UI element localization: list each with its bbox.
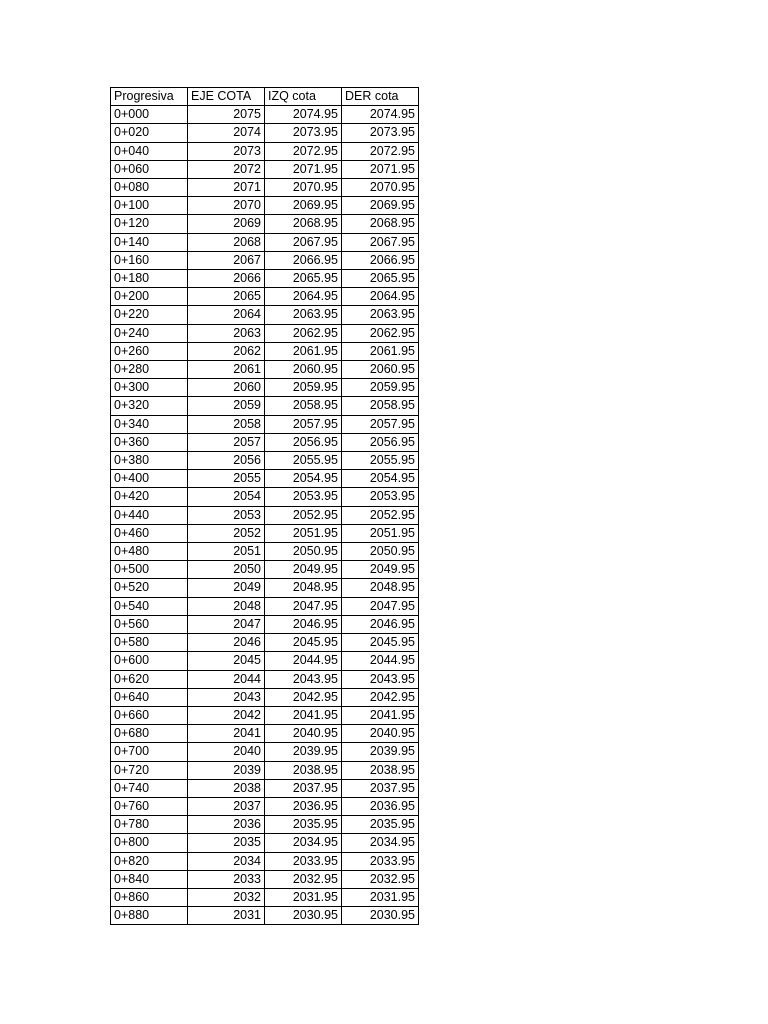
der-cota-cell: 2073.95 bbox=[342, 124, 419, 142]
izq-cota-cell: 2048.95 bbox=[265, 579, 342, 597]
eje-cota-cell: 2046 bbox=[188, 634, 265, 652]
table-row bbox=[111, 397, 419, 415]
table-row bbox=[111, 816, 419, 834]
cota-table bbox=[110, 87, 419, 925]
eje-cota-cell: 2054 bbox=[188, 488, 265, 506]
eje-cota-cell: 2037 bbox=[188, 797, 265, 815]
der-cota-cell: 2042.95 bbox=[342, 688, 419, 706]
der-cota-cell: 2068.95 bbox=[342, 215, 419, 233]
progresiva-cell: 0+140 bbox=[111, 233, 188, 251]
izq-cota-cell: 2042.95 bbox=[265, 688, 342, 706]
table-row bbox=[111, 506, 419, 524]
table-row bbox=[111, 415, 419, 433]
progresiva-cell: 0+500 bbox=[111, 561, 188, 579]
eje-cota-cell: 2032 bbox=[188, 888, 265, 906]
izq-cota-cell: 2064.95 bbox=[265, 288, 342, 306]
eje-cota-cell: 2075 bbox=[188, 106, 265, 124]
der-cota-cell: 2074.95 bbox=[342, 106, 419, 124]
eje-cota-cell: 2031 bbox=[188, 907, 265, 925]
table-row bbox=[111, 324, 419, 342]
progresiva-cell: 0+300 bbox=[111, 379, 188, 397]
progresiva-cell: 0+580 bbox=[111, 634, 188, 652]
table-row bbox=[111, 179, 419, 197]
eje-cota-cell: 2073 bbox=[188, 142, 265, 160]
table-row bbox=[111, 761, 419, 779]
der-cota-cell: 2030.95 bbox=[342, 907, 419, 925]
eje-cota-cell: 2056 bbox=[188, 452, 265, 470]
der-cota-cell: 2054.95 bbox=[342, 470, 419, 488]
izq-cota-cell: 2065.95 bbox=[265, 270, 342, 288]
eje-cota-cell: 2053 bbox=[188, 506, 265, 524]
der-cota-cell: 2047.95 bbox=[342, 597, 419, 615]
der-cota-cell: 2072.95 bbox=[342, 142, 419, 160]
table-row bbox=[111, 688, 419, 706]
izq-cota-cell: 2046.95 bbox=[265, 615, 342, 633]
progresiva-cell: 0+020 bbox=[111, 124, 188, 142]
izq-cota-cell: 2057.95 bbox=[265, 415, 342, 433]
table-row bbox=[111, 907, 419, 925]
izq-cota-cell: 2039.95 bbox=[265, 743, 342, 761]
eje-cota-cell: 2052 bbox=[188, 524, 265, 542]
progresiva-cell: 0+640 bbox=[111, 688, 188, 706]
progresiva-cell: 0+760 bbox=[111, 797, 188, 815]
eje-cota-cell: 2042 bbox=[188, 706, 265, 724]
progresiva-cell: 0+260 bbox=[111, 342, 188, 360]
der-cota-cell: 2034.95 bbox=[342, 834, 419, 852]
header-der-cota: DER cota bbox=[342, 88, 419, 106]
der-cota-cell: 2058.95 bbox=[342, 397, 419, 415]
header-row bbox=[111, 88, 419, 106]
eje-cota-cell: 2049 bbox=[188, 579, 265, 597]
izq-cota-cell: 2054.95 bbox=[265, 470, 342, 488]
der-cota-cell: 2053.95 bbox=[342, 488, 419, 506]
der-cota-cell: 2069.95 bbox=[342, 197, 419, 215]
izq-cota-cell: 2072.95 bbox=[265, 142, 342, 160]
progresiva-cell: 0+480 bbox=[111, 543, 188, 561]
eje-cota-cell: 2038 bbox=[188, 779, 265, 797]
izq-cota-cell: 2045.95 bbox=[265, 634, 342, 652]
progresiva-cell: 0+460 bbox=[111, 524, 188, 542]
table-row bbox=[111, 743, 419, 761]
eje-cota-cell: 2069 bbox=[188, 215, 265, 233]
der-cota-cell: 2040.95 bbox=[342, 725, 419, 743]
eje-cota-cell: 2059 bbox=[188, 397, 265, 415]
der-cota-cell: 2065.95 bbox=[342, 270, 419, 288]
der-cota-cell: 2043.95 bbox=[342, 670, 419, 688]
izq-cota-cell: 2059.95 bbox=[265, 379, 342, 397]
table-row bbox=[111, 597, 419, 615]
table-row bbox=[111, 706, 419, 724]
izq-cota-cell: 2061.95 bbox=[265, 342, 342, 360]
izq-cota-cell: 2062.95 bbox=[265, 324, 342, 342]
izq-cota-cell: 2030.95 bbox=[265, 907, 342, 925]
progresiva-cell: 0+000 bbox=[111, 106, 188, 124]
der-cota-cell: 2048.95 bbox=[342, 579, 419, 597]
izq-cota-cell: 2031.95 bbox=[265, 888, 342, 906]
table-row bbox=[111, 634, 419, 652]
progresiva-cell: 0+560 bbox=[111, 615, 188, 633]
eje-cota-cell: 2063 bbox=[188, 324, 265, 342]
izq-cota-cell: 2036.95 bbox=[265, 797, 342, 815]
izq-cota-cell: 2051.95 bbox=[265, 524, 342, 542]
progresiva-cell: 0+180 bbox=[111, 270, 188, 288]
izq-cota-cell: 2071.95 bbox=[265, 160, 342, 178]
header-eje-cota: EJE COTA bbox=[188, 88, 265, 106]
izq-cota-cell: 2050.95 bbox=[265, 543, 342, 561]
der-cota-cell: 2056.95 bbox=[342, 433, 419, 451]
eje-cota-cell: 2035 bbox=[188, 834, 265, 852]
izq-cota-cell: 2044.95 bbox=[265, 652, 342, 670]
izq-cota-cell: 2056.95 bbox=[265, 433, 342, 451]
progresiva-cell: 0+540 bbox=[111, 597, 188, 615]
izq-cota-cell: 2066.95 bbox=[265, 251, 342, 269]
izq-cota-cell: 2038.95 bbox=[265, 761, 342, 779]
izq-cota-cell: 2041.95 bbox=[265, 706, 342, 724]
progresiva-cell: 0+600 bbox=[111, 652, 188, 670]
table-row bbox=[111, 779, 419, 797]
izq-cota-cell: 2032.95 bbox=[265, 870, 342, 888]
der-cota-cell: 2067.95 bbox=[342, 233, 419, 251]
eje-cota-cell: 2061 bbox=[188, 361, 265, 379]
progresiva-cell: 0+840 bbox=[111, 870, 188, 888]
der-cota-cell: 2050.95 bbox=[342, 543, 419, 561]
eje-cota-cell: 2062 bbox=[188, 342, 265, 360]
table-row bbox=[111, 870, 419, 888]
der-cota-cell: 2037.95 bbox=[342, 779, 419, 797]
izq-cota-cell: 2034.95 bbox=[265, 834, 342, 852]
der-cota-cell: 2064.95 bbox=[342, 288, 419, 306]
eje-cota-cell: 2074 bbox=[188, 124, 265, 142]
table-row bbox=[111, 160, 419, 178]
progresiva-cell: 0+880 bbox=[111, 907, 188, 925]
progresiva-cell: 0+280 bbox=[111, 361, 188, 379]
izq-cota-cell: 2069.95 bbox=[265, 197, 342, 215]
table-row bbox=[111, 124, 419, 142]
progresiva-cell: 0+800 bbox=[111, 834, 188, 852]
eje-cota-cell: 2045 bbox=[188, 652, 265, 670]
progresiva-cell: 0+380 bbox=[111, 452, 188, 470]
progresiva-cell: 0+320 bbox=[111, 397, 188, 415]
progresiva-cell: 0+680 bbox=[111, 725, 188, 743]
progresiva-cell: 0+740 bbox=[111, 779, 188, 797]
table-row bbox=[111, 306, 419, 324]
table-row bbox=[111, 142, 419, 160]
izq-cota-cell: 2052.95 bbox=[265, 506, 342, 524]
eje-cota-cell: 2066 bbox=[188, 270, 265, 288]
der-cota-cell: 2070.95 bbox=[342, 179, 419, 197]
eje-cota-cell: 2033 bbox=[188, 870, 265, 888]
eje-cota-cell: 2057 bbox=[188, 433, 265, 451]
table-row bbox=[111, 251, 419, 269]
progresiva-cell: 0+620 bbox=[111, 670, 188, 688]
progresiva-cell: 0+400 bbox=[111, 470, 188, 488]
eje-cota-cell: 2034 bbox=[188, 852, 265, 870]
table-row bbox=[111, 452, 419, 470]
der-cota-cell: 2049.95 bbox=[342, 561, 419, 579]
eje-cota-cell: 2050 bbox=[188, 561, 265, 579]
der-cota-cell: 2036.95 bbox=[342, 797, 419, 815]
der-cota-cell: 2063.95 bbox=[342, 306, 419, 324]
izq-cota-cell: 2053.95 bbox=[265, 488, 342, 506]
eje-cota-cell: 2051 bbox=[188, 543, 265, 561]
der-cota-cell: 2052.95 bbox=[342, 506, 419, 524]
progresiva-cell: 0+420 bbox=[111, 488, 188, 506]
eje-cota-cell: 2071 bbox=[188, 179, 265, 197]
der-cota-cell: 2039.95 bbox=[342, 743, 419, 761]
table-row bbox=[111, 579, 419, 597]
eje-cota-cell: 2068 bbox=[188, 233, 265, 251]
header-izq-cota: IZQ cota bbox=[265, 88, 342, 106]
eje-cota-cell: 2041 bbox=[188, 725, 265, 743]
eje-cota-cell: 2070 bbox=[188, 197, 265, 215]
table-row bbox=[111, 233, 419, 251]
progresiva-cell: 0+820 bbox=[111, 852, 188, 870]
izq-cota-cell: 2043.95 bbox=[265, 670, 342, 688]
progresiva-cell: 0+340 bbox=[111, 415, 188, 433]
progresiva-cell: 0+240 bbox=[111, 324, 188, 342]
progresiva-cell: 0+520 bbox=[111, 579, 188, 597]
table-row bbox=[111, 270, 419, 288]
table-row bbox=[111, 288, 419, 306]
der-cota-cell: 2057.95 bbox=[342, 415, 419, 433]
der-cota-cell: 2035.95 bbox=[342, 816, 419, 834]
der-cota-cell: 2031.95 bbox=[342, 888, 419, 906]
eje-cota-cell: 2058 bbox=[188, 415, 265, 433]
der-cota-cell: 2051.95 bbox=[342, 524, 419, 542]
izq-cota-cell: 2060.95 bbox=[265, 361, 342, 379]
der-cota-cell: 2061.95 bbox=[342, 342, 419, 360]
table-row bbox=[111, 852, 419, 870]
progresiva-cell: 0+780 bbox=[111, 816, 188, 834]
eje-cota-cell: 2039 bbox=[188, 761, 265, 779]
table-row bbox=[111, 433, 419, 451]
progresiva-cell: 0+160 bbox=[111, 251, 188, 269]
header-progresiva: Progresiva bbox=[111, 88, 188, 106]
table-row bbox=[111, 652, 419, 670]
eje-cota-cell: 2044 bbox=[188, 670, 265, 688]
table-row bbox=[111, 197, 419, 215]
der-cota-cell: 2038.95 bbox=[342, 761, 419, 779]
izq-cota-cell: 2067.95 bbox=[265, 233, 342, 251]
table-row bbox=[111, 106, 419, 124]
eje-cota-cell: 2040 bbox=[188, 743, 265, 761]
table-row bbox=[111, 543, 419, 561]
der-cota-cell: 2060.95 bbox=[342, 361, 419, 379]
der-cota-cell: 2041.95 bbox=[342, 706, 419, 724]
progresiva-cell: 0+660 bbox=[111, 706, 188, 724]
izq-cota-cell: 2040.95 bbox=[265, 725, 342, 743]
izq-cota-cell: 2070.95 bbox=[265, 179, 342, 197]
progresiva-cell: 0+220 bbox=[111, 306, 188, 324]
izq-cota-cell: 2035.95 bbox=[265, 816, 342, 834]
eje-cota-cell: 2064 bbox=[188, 306, 265, 324]
progresiva-cell: 0+060 bbox=[111, 160, 188, 178]
progresiva-cell: 0+440 bbox=[111, 506, 188, 524]
izq-cota-cell: 2033.95 bbox=[265, 852, 342, 870]
table-row bbox=[111, 888, 419, 906]
progresiva-cell: 0+080 bbox=[111, 179, 188, 197]
der-cota-cell: 2032.95 bbox=[342, 870, 419, 888]
izq-cota-cell: 2047.95 bbox=[265, 597, 342, 615]
progresiva-cell: 0+200 bbox=[111, 288, 188, 306]
table-row bbox=[111, 561, 419, 579]
izq-cota-cell: 2049.95 bbox=[265, 561, 342, 579]
eje-cota-cell: 2060 bbox=[188, 379, 265, 397]
table-body bbox=[111, 106, 419, 925]
progresiva-cell: 0+360 bbox=[111, 433, 188, 451]
izq-cota-cell: 2058.95 bbox=[265, 397, 342, 415]
eje-cota-cell: 2043 bbox=[188, 688, 265, 706]
table-row bbox=[111, 342, 419, 360]
table-row bbox=[111, 215, 419, 233]
der-cota-cell: 2055.95 bbox=[342, 452, 419, 470]
progresiva-cell: 0+860 bbox=[111, 888, 188, 906]
izq-cota-cell: 2074.95 bbox=[265, 106, 342, 124]
progresiva-cell: 0+100 bbox=[111, 197, 188, 215]
table-row bbox=[111, 797, 419, 815]
izq-cota-cell: 2055.95 bbox=[265, 452, 342, 470]
progresiva-cell: 0+720 bbox=[111, 761, 188, 779]
izq-cota-cell: 2073.95 bbox=[265, 124, 342, 142]
table-row bbox=[111, 615, 419, 633]
table-row bbox=[111, 725, 419, 743]
table-row bbox=[111, 834, 419, 852]
table-row bbox=[111, 670, 419, 688]
eje-cota-cell: 2047 bbox=[188, 615, 265, 633]
eje-cota-cell: 2067 bbox=[188, 251, 265, 269]
eje-cota-cell: 2072 bbox=[188, 160, 265, 178]
der-cota-cell: 2062.95 bbox=[342, 324, 419, 342]
eje-cota-cell: 2065 bbox=[188, 288, 265, 306]
der-cota-cell: 2059.95 bbox=[342, 379, 419, 397]
der-cota-cell: 2044.95 bbox=[342, 652, 419, 670]
izq-cota-cell: 2068.95 bbox=[265, 215, 342, 233]
der-cota-cell: 2066.95 bbox=[342, 251, 419, 269]
eje-cota-cell: 2048 bbox=[188, 597, 265, 615]
progresiva-cell: 0+120 bbox=[111, 215, 188, 233]
table-row bbox=[111, 361, 419, 379]
table-row bbox=[111, 470, 419, 488]
izq-cota-cell: 2063.95 bbox=[265, 306, 342, 324]
eje-cota-cell: 2036 bbox=[188, 816, 265, 834]
der-cota-cell: 2045.95 bbox=[342, 634, 419, 652]
table-row bbox=[111, 524, 419, 542]
der-cota-cell: 2033.95 bbox=[342, 852, 419, 870]
table-row bbox=[111, 488, 419, 506]
der-cota-cell: 2071.95 bbox=[342, 160, 419, 178]
der-cota-cell: 2046.95 bbox=[342, 615, 419, 633]
eje-cota-cell: 2055 bbox=[188, 470, 265, 488]
progresiva-cell: 0+700 bbox=[111, 743, 188, 761]
izq-cota-cell: 2037.95 bbox=[265, 779, 342, 797]
table-row bbox=[111, 379, 419, 397]
progresiva-cell: 0+040 bbox=[111, 142, 188, 160]
